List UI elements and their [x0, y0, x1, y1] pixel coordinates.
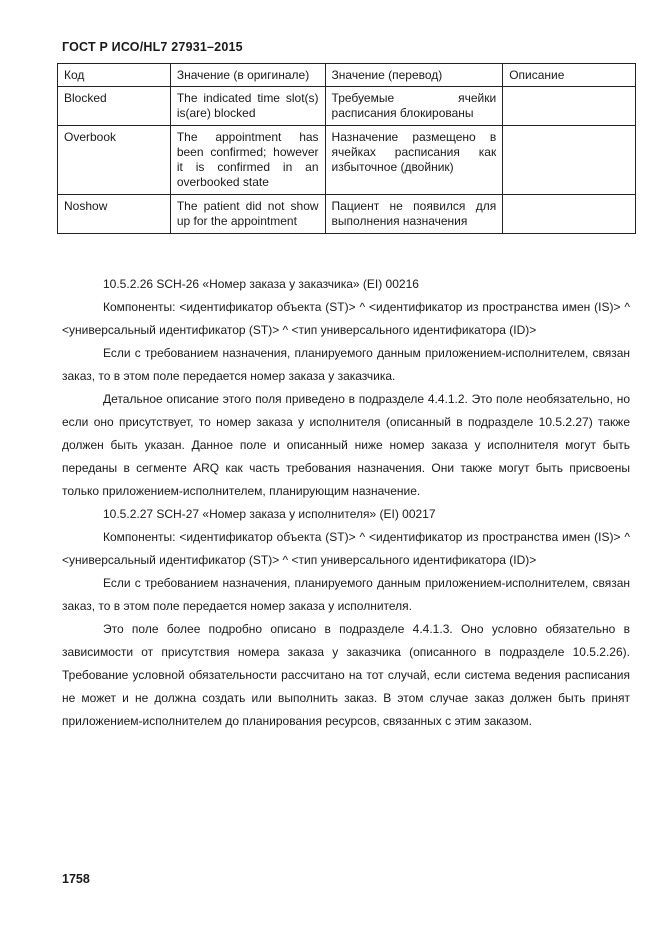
column-header-translation: Значение (перевод)	[325, 64, 503, 87]
cell-translation: Назначение размещено в ячейках расписания как избыточное (двойник)	[325, 126, 503, 195]
cell-description	[503, 195, 636, 234]
section-heading-sch27: 10.5.2.27 SCH-27 «Номер заказа у исполнителя» (EI) 00217	[103, 507, 436, 521]
table-header-row	[58, 64, 636, 87]
paragraph-order-link-sch27: Если с требованием назначения, планируемого данным приложением-исполнителем, связан заказ, то в этом поле передается номер заказа у исполнителя.	[62, 576, 630, 613]
cell-original: The patient did not show up for the appointment	[170, 195, 325, 234]
body-text	[62, 273, 630, 733]
paragraph-detail-sch26: Детальное описание этого поля приведено в подразделе 4.4.1.2. Это поле необязательно, но если оно присутствует, то номер заказа у исполнителя (описанный в подразделе 10.5.2.27) также должен быть указан. Данное поле и описанный ниже номер заказа у исполнителя могут быть переданы в сегменте ARQ как часть требования назначения. Они также могут быть присвоены только приложением-исполнителем, планирующим назначение.	[62, 392, 630, 498]
cell-description	[503, 126, 636, 195]
cell-original: The indicated time slot(s) is(are) blocked	[170, 87, 325, 126]
cell-code: Overbook	[58, 126, 171, 195]
paragraph-components-sch27: Компоненты: <идентификатор объекта (ST)> ^ <идентификатор из пространства имен (IS)> ^ <универсальный идентификатор (ST)> ^ <тип универсального идентификатора (ID)>	[62, 530, 630, 567]
page-number: 1758	[62, 872, 90, 886]
cell-original: The appointment has been confirmed; however it is confirmed in an overbooked state	[170, 126, 325, 195]
cell-code: Blocked	[58, 87, 171, 126]
cell-translation: Требуемые ячейки расписания блокированы	[325, 87, 503, 126]
paragraph-detail-sch27: Это поле более подробно описано в подразделе 4.4.1.3. Оно условно обязательно в зависимости от присутствия номера заказа у заказчика (описанного в подразделе 10.5.2.26). Требование условной обязательности рассчитано на тот случай, если система ведения расписания не может и не должна создать или выполнить заказ. В этом случае заказ должен быть принят приложением-исполнителем до планирования ресурсов, связанных с этим заказом.	[62, 622, 630, 728]
table-row	[58, 126, 636, 195]
column-header-description: Описание	[503, 64, 636, 87]
column-header-original: Значение (в оригинале)	[170, 64, 325, 87]
table-row	[58, 195, 636, 234]
cell-translation: Пациент не появился для выполнения назначения	[325, 195, 503, 234]
code-table	[57, 63, 636, 234]
cell-code: Noshow	[58, 195, 171, 234]
table-row	[58, 87, 636, 126]
paragraph-order-link-sch26: Если с требованием назначения, планируемого данным приложением-исполнителем, связан заказ, то в этом поле передается номер заказа у заказчика.	[62, 346, 630, 383]
column-header-code: Код	[58, 64, 171, 87]
cell-description	[503, 87, 636, 126]
paragraph-components-sch26: Компоненты: <идентификатор объекта (ST)> ^ <идентификатор из пространства имен (IS)> ^ <универсальный идентификатор (ST)> ^ <тип универсального идентификатора (ID)>	[62, 300, 630, 337]
section-heading-sch26: 10.5.2.26 SCH-26 «Номер заказа у заказчика» (EI) 00216	[103, 277, 419, 291]
document-header: ГОСТ Р ИСО/HL7 27931–2015	[62, 40, 243, 54]
